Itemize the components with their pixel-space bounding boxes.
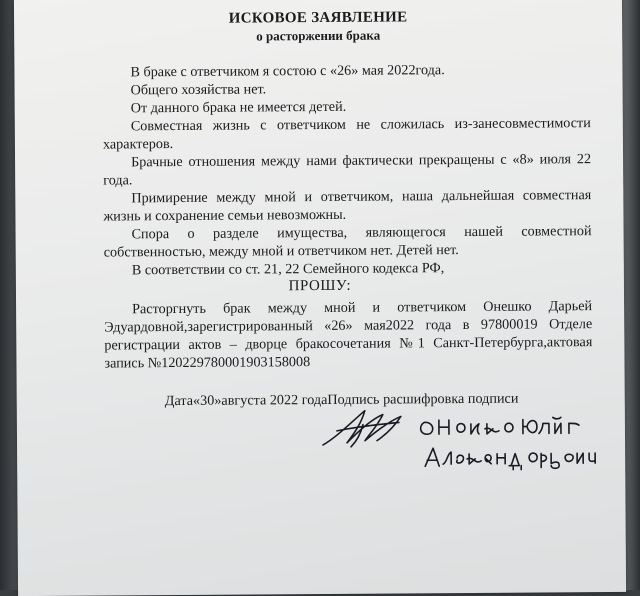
- handwritten-name-line-1: [421, 417, 579, 434]
- paragraph-household: Общего хозяйства нет.: [130, 81, 267, 99]
- paragraph-children: От данного брака не имеется детей.: [130, 98, 347, 117]
- date-signature-line: Дата«30»августа 2022 годаПодпись расшифровка подписи: [164, 390, 519, 410]
- request-text: Расторгнуть брак между мной и ответчиком Онешко Дарьей Эдуардовной,зарегистрированный «26» мая2022 года в 97800019 Отделе регистрации актов – дворце бракосочетания №1 Санкт-Петербурга,актовая запись №120229780001903158008: [104, 298, 593, 372]
- signature-scribble: [323, 410, 401, 447]
- request-heading: ПРОШУ:: [288, 277, 352, 295]
- document-body: [102, 60, 591, 279]
- paragraph-property: Спора о разделе имущества, являющегося нашей совместной собственностью, между мной и ответчиком нет. Детей нет.: [103, 223, 592, 261]
- document-page: [14, 0, 626, 596]
- document-subtitle: о расторжении брака: [256, 27, 381, 44]
- paragraph-incompatibility: Совместная жизнь с ответчиком не сложилась из-занесовместимости характеров.: [102, 115, 591, 153]
- paragraph-reconciliation: Примирение между мной и ответчиком, наша дальнейшая совместная жизнь и сохранение семьи невозможны.: [103, 187, 592, 225]
- handwritten-name-line-2: [425, 447, 595, 470]
- document-title: ИСКОВОЕ ЗАЯВЛЕНИЕ: [228, 9, 408, 27]
- paragraph-marriage-date: В браке с ответчиком я состою с «26» мая 2022года.: [130, 62, 445, 81]
- paragraph-legal-basis: В соответствии со ст. 21, 22 Семейного кодекса РФ,: [131, 260, 445, 279]
- paragraph-separation-date: Брачные отношения между нами фактически прекращены с «8» июля 22 года.: [103, 151, 592, 189]
- handwritten-signature: [317, 399, 598, 491]
